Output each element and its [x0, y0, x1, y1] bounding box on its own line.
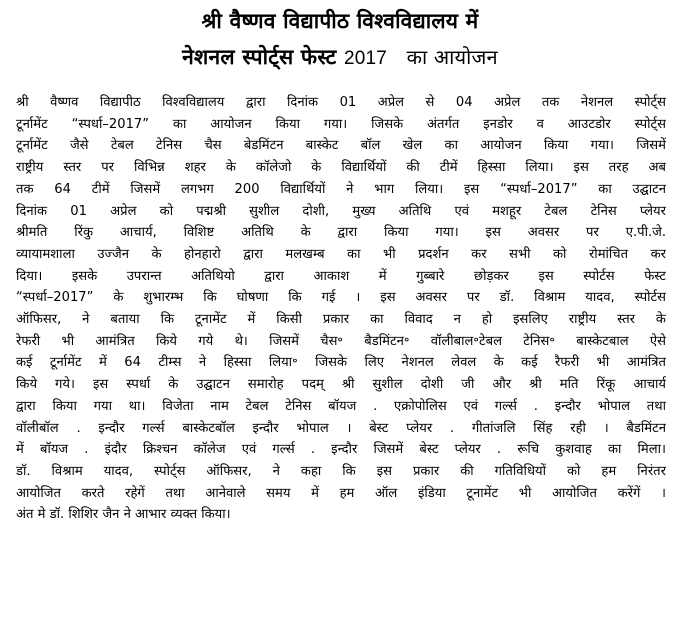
body-line: रेफरी भी आमंत्रित किये गये थे। जिसमें चैस॰ बैडमिंटन॰ वॉलीबाल॰टेबल टेनिस॰ बास्केटबाल ऐसे — [16, 333, 666, 349]
body-line: दिनांक 01 अप्रेल को पद्मश्री सुशील दोशी, मुख्य अतिथि एवं मशहूर टेबल टेनिस प्लेयर — [16, 203, 666, 219]
headline-suffix: का आयोजन — [406, 45, 498, 69]
body-line: द्वारा किया गया था। विजेता नाम टेबल टेनिस बॉयज . एक्रोपोलिस एवं गर्ल्स . इन्दौर भोपाल तथा — [16, 398, 666, 414]
body-line: राष्ट्रीय स्तर पर विभिन्न शहर के कॉलेजो के विद्यार्थियों की टीमें हिस्सा लिया। इस तरह अब — [16, 160, 666, 176]
headline-line-2 — [0, 41, 680, 75]
headline-year: 2017 — [343, 48, 388, 69]
body-line: किये गये। इस स्पर्धा के उद्घाटन समारोह पदम् श्री सुशील दोशी जी और श्री मति रिंकू आचार्य — [16, 377, 666, 393]
body-line: कई टूर्नामेंट में 64 टीम्स ने हिस्सा लिया॰ जिसके लिए नेशनल लेवल के कई रैफरी भी आमंत्रित — [16, 355, 666, 371]
headline-line-1: श्री वैष्णव विद्यापीठ विश्वविद्यालय में — [201, 9, 479, 33]
body-line: तक 64 टीमें जिसमें लगभग 200 विद्यार्थियों ने भाग लिया। इस “स्पर्धा–2017” का उद्घाटन — [16, 181, 666, 197]
body-line: टूर्नामेंट “स्पर्धा–2017” का आयोजन किया गया। जिसके अंतर्गत इनडोर व आउटडोर स्पोर्ट्स — [16, 116, 666, 132]
headline-event-name: नेशनल स्पोर्ट्स फेस्ट — [182, 45, 337, 69]
article-body — [16, 92, 666, 526]
body-line: में बॉयज . इंदौर क्रिश्चन कॉलेज एवं गर्ल्स . इन्दौर जिसमें बेस्ट प्लेयर . रूचि कुशवाह का मिला। — [16, 442, 666, 458]
body-line-last: अंत मे डॉ. शिशिर जैन ने आभार व्यक्त किया। — [16, 507, 231, 523]
body-line: श्री वैष्णव विद्यापीठ विश्वविद्यालय द्वारा दिनांक 01 अप्रेल से 04 अप्रेल तक नेशनल स्पोर्ट्स — [16, 95, 666, 110]
body-line: वॉलीबॉल . इन्दौर गर्ल्स बास्केटबॉल इन्दौर भोपाल । बेस्ट प्लेयर . गीतांजलि सिंह रही । बैडमिंटन — [16, 420, 666, 436]
body-line: आयोजित करते रहेगें तथा आनेवाले समय में हम ऑल इंडिया टूनामेंट भी आयोजित करेंगें । — [16, 485, 666, 501]
body-line: ऑफिसर, ने बताया कि टूनामेंट में किसी प्रकार का विवाद न हो इसलिए राष्ट्रीय स्तर के — [16, 312, 666, 328]
body-line: दिया। इसके उपरान्त अतिथियो द्वारा आकाश में गुब्बारे छोड़कर इस स्पोर्टस फेस्ट — [16, 268, 666, 284]
body-line: डॉ. विश्राम यादव, स्पोर्ट्स ऑफिसर, ने कहा कि इस प्रकार की गतिविधियों को हम निरंतर — [16, 463, 666, 479]
body-line: व्यायामशाला उज्जैन के होनहारो द्वारा मलखम्ब का भी प्रदर्शन कर सभी को रोमांचित कर — [16, 246, 666, 262]
body-line: टूर्नामेंट जैसे टेबल टेनिस चैस बेडमिंटन बास्केट बॉल खेल का आयोजन किया गया। जिसमें — [16, 138, 666, 154]
body-line: श्रीमति रिंकु आचार्य, विशिष्ट अतिथि के द्वारा किया गया। इस अवसर पर ए.पी.जे. — [16, 225, 666, 241]
body-line: “स्पर्धा–2017” के शुभारम्भ कि घोषणा कि गई । इस अवसर पर डॉ. विश्राम यादव, स्पोर्टस — [16, 290, 666, 306]
